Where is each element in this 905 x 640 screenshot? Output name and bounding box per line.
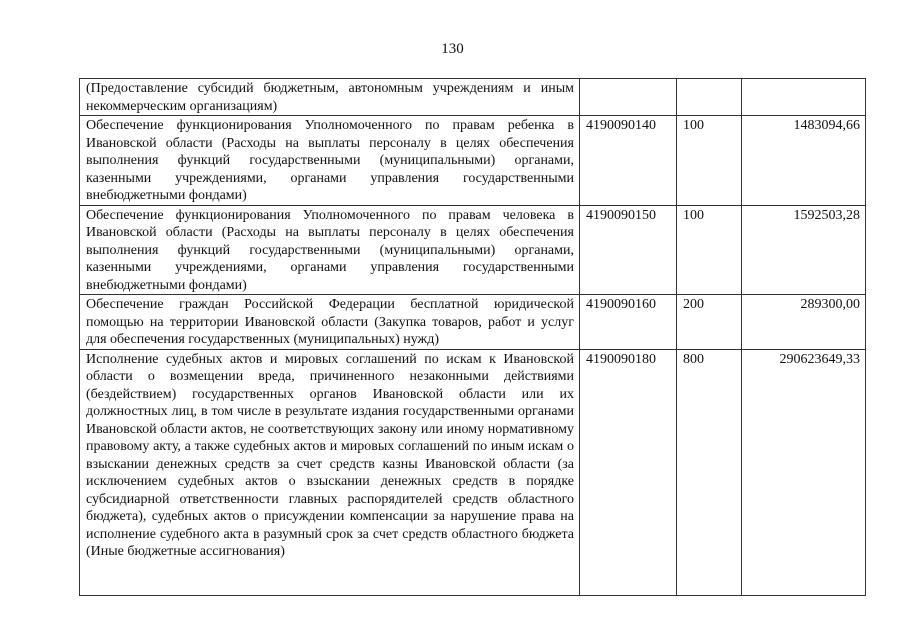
row-sum-cell: 1592503,28 [742, 205, 866, 295]
row-expense-type-cell: 800 [677, 349, 742, 595]
row-expense-type-cell: 100 [677, 116, 742, 206]
row-name-cell: Обеспечение функционирования Уполномоченного по правам человека в Ивановской области (Расходы на выплаты персоналу в целях обеспечения выполнения функций государственными (муниципальными) органами, казенными учреждениями, органами управления государственными внебюджетными фондами) [80, 205, 580, 295]
row-code-cell: 4190090160 [580, 295, 677, 350]
row-expense-type-cell: 100 [677, 205, 742, 295]
row-name-cell: Обеспечение граждан Российской Федерации бесплатной юридической помощью на территории Ивановской области (Закупка товаров, работ и услуг для обеспечения государственных (муниципальных) нужд) [80, 295, 580, 350]
row-name-cell: (Предоставление субсидий бюджетным, автономным учреждениям и иным некоммерческим организациям) [80, 79, 580, 116]
row-sum-cell [742, 79, 866, 116]
row-expense-type-cell: 200 [677, 295, 742, 350]
row-code-cell: 4190090140 [580, 116, 677, 206]
table-row [80, 349, 866, 595]
row-name-cell: Обеспечение функционирования Уполномоченного по правам ребенка в Ивановской области (Расходы на выплаты персоналу в целях обеспечения выполнения функций государственными (муниципальными) органами, казенными учреждениями, органами управления государственными внебюджетными фондами) [80, 116, 580, 206]
table-row [80, 116, 866, 206]
table-row [80, 205, 866, 295]
row-code-cell [580, 79, 677, 116]
page-number: 130 [441, 41, 464, 57]
table-row [80, 295, 866, 350]
table-row [80, 79, 866, 116]
budget-table [79, 78, 866, 596]
row-code-cell: 4190090150 [580, 205, 677, 295]
row-expense-type-cell [677, 79, 742, 116]
row-sum-cell: 290623649,33 [742, 349, 866, 595]
row-name-cell: Исполнение судебных актов и мировых соглашений по искам к Ивановской области о возмещении вреда, причиненного незаконными действиями (бездействием) государственных органов Ивановской области или их должностных лиц, в том числе в результате издания государственными органами Ивановской области актов, не соответствующих закону или иному нормативному правовому акту, а также судебных актов и мировых соглашений по иным искам о взыскании денежных средств за счет средств казны Ивановской области (за исключением судебных актов о взыскании денежных средств в порядке субсидиарной ответственности главных распорядителей средств областного бюджета), судебных актов о присуждении компенсации за нарушение права на исполнение судебного акта в разумный срок за счет средств областного бюджета (Иные бюджетные ассигнования) [80, 349, 580, 595]
row-sum-cell: 1483094,66 [742, 116, 866, 206]
row-sum-cell: 289300,00 [742, 295, 866, 350]
row-code-cell: 4190090180 [580, 349, 677, 595]
